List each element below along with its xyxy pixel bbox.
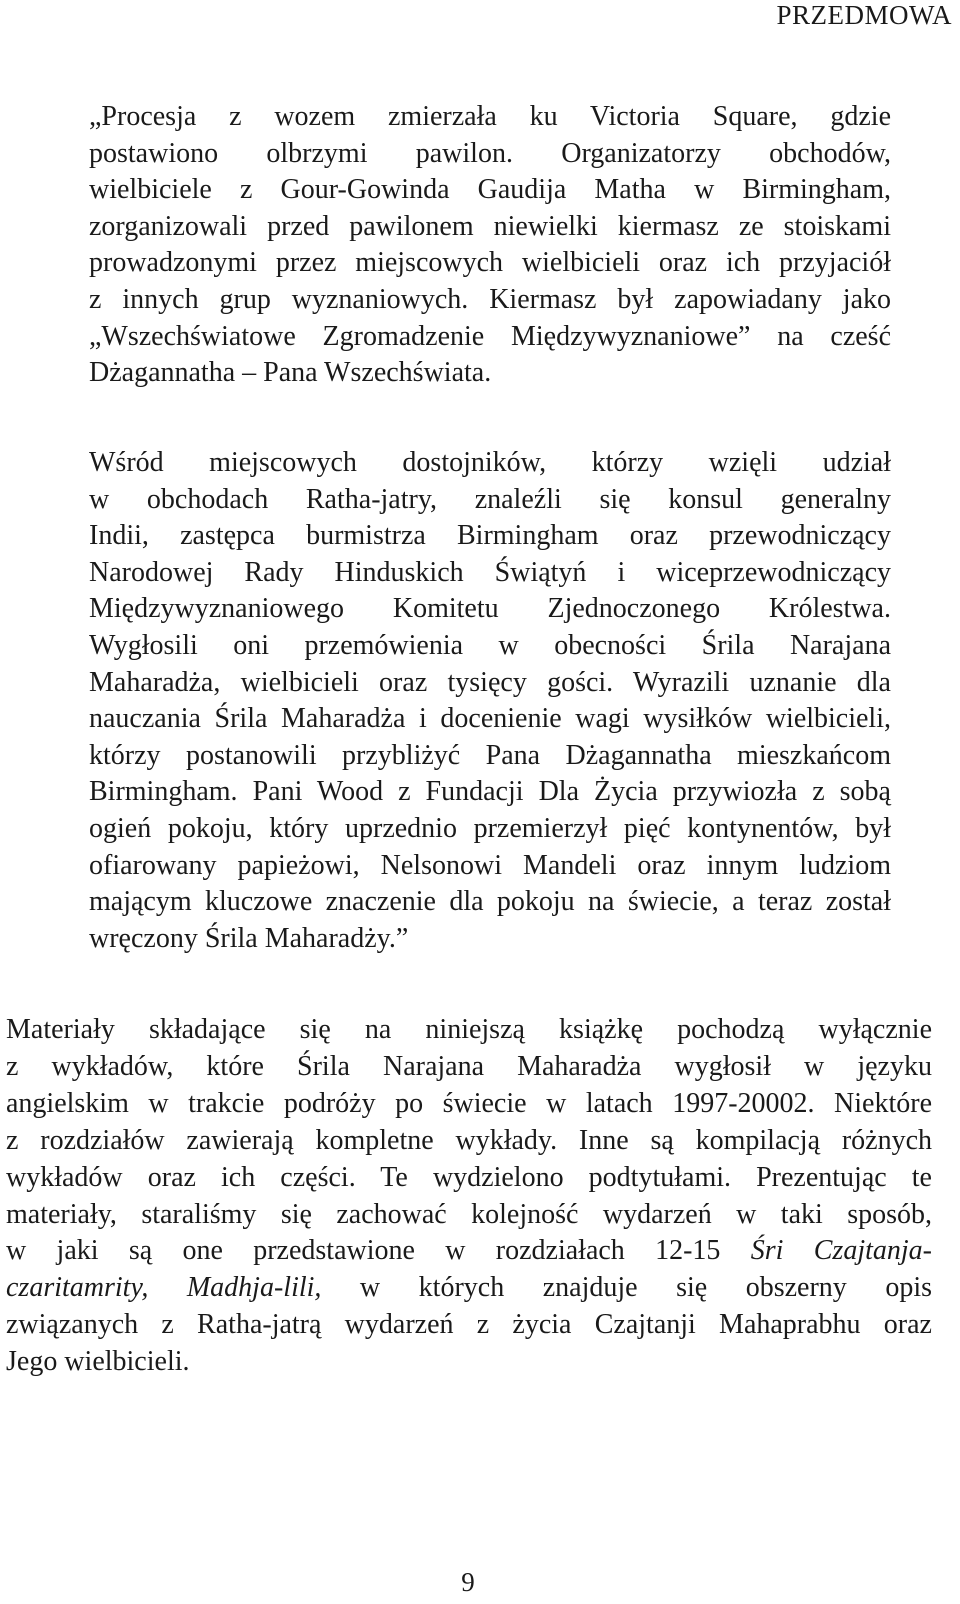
text-line: ofiarowany papieżowi, Nelsonowi Mandeli oraz innym ludziom <box>89 849 891 881</box>
quote-paragraph-1 <box>89 99 891 392</box>
text-line: materiały, staraliśmy się zachować kolejność wydarzeń w taki sposób, <box>6 1198 932 1230</box>
text-line: Dżagannatha – Pana Wszechświata. <box>89 357 492 389</box>
text-line: postawiono olbrzymi pawilon. Organizatorzy obchodów, <box>89 137 891 169</box>
text-line: Wśród miejscowych dostojników, którzy wzięli udział <box>89 447 891 478</box>
text-line: mającym kluczowe znaczenie dla pokoju na świecie, a teraz został <box>89 886 891 918</box>
text-line: „Wszechświatowe Zgromadzenie Międzywyznaniowe” na cześć <box>89 320 891 352</box>
text-line: wykładów oraz ich części. Te wydzielono podtytułami. Prezentując te <box>6 1161 932 1193</box>
text-line: Wygłosili oni przemówienia w obecności Śrila Narajana <box>89 629 891 661</box>
book-title-italic: czaritamrity, Madhja-lili, <box>6 1272 322 1304</box>
text-line: wielbiciele z Gour-Gowinda Gaudija Matha w Birmingham, <box>89 174 891 206</box>
text-line <box>6 1233 932 1270</box>
text-line: prowadzonymi przez miejscowych wielbicieli oraz ich przyjaciół <box>89 247 891 279</box>
text-line: związanych z Ratha-jatrą wydarzeń z życia Czajtanji Mahaprabhu oraz <box>6 1309 932 1341</box>
text-line: wręczony Śrila Maharadży.” <box>89 922 409 954</box>
running-header: PRZEDMOWA <box>776 0 952 30</box>
text-line: z rozdziałów zawierają kompletne wykłady. Inne są kompilacją różnych <box>6 1124 932 1156</box>
text-line: zorganizowali przed pawilonem niewielki kiermasz ze stoiskami <box>89 210 891 242</box>
text-line <box>6 1270 932 1307</box>
page-number: 9 <box>461 1567 475 1597</box>
text-line: Międzywyznaniowego Komitetu Zjednoczonego Królestwa. <box>89 593 891 625</box>
text-line: Materiały składające się na niniejszą książkę pochodzą wyłącznie <box>6 1014 932 1045</box>
quote-paragraph-2 <box>89 445 891 957</box>
text-line: Narodowej Rady Hinduskich Świątyń i wiceprzewodniczący <box>89 556 891 588</box>
body-paragraph <box>6 1012 932 1381</box>
text-line: ogień pokoju, który uprzednio przemierzył pięć kontynentów, był <box>89 812 891 844</box>
text-line: z innych grup wyznaniowych. Kiermasz był zapowiadany jako <box>89 283 891 315</box>
text-line: Birmingham. Pani Wood z Fundacji Dla Życia przywiozła z sobą <box>89 776 891 808</box>
text-line: angielskim w trakcie podróży po świecie w latach 1997-20002. Niektóre <box>6 1087 932 1119</box>
text-line: którzy postanowili przybliżyć Pana Dżagannatha mieszkańcom <box>89 739 891 771</box>
text-run: w jaki są one przedstawione w rozdziałach 12-15 <box>6 1235 751 1267</box>
text-line: Jego wielbicieli. <box>6 1346 190 1378</box>
text-run: w których znajduje się obszerny opis <box>321 1272 932 1304</box>
text-line: w obchodach Ratha-jatry, znaleźli się konsul generalny <box>89 483 891 515</box>
text-line: nauczania Śrila Maharadża i docenienie wagi wysiłków wielbicieli, <box>89 703 891 735</box>
text-line: Indii, zastępca burmistrza Birmingham oraz przewodniczący <box>89 520 891 552</box>
book-title-italic: Śri Czajtanja- <box>750 1235 932 1267</box>
text-line: „Procesja z wozem zmierzała ku Victoria Square, gdzie <box>89 101 891 132</box>
text-line: z wykładów, które Śrila Narajana Maharadża wygłosił w języku <box>6 1050 932 1082</box>
text-line: Maharadża, wielbicieli oraz tysięcy gości. Wyrazili uznanie dla <box>89 666 891 698</box>
